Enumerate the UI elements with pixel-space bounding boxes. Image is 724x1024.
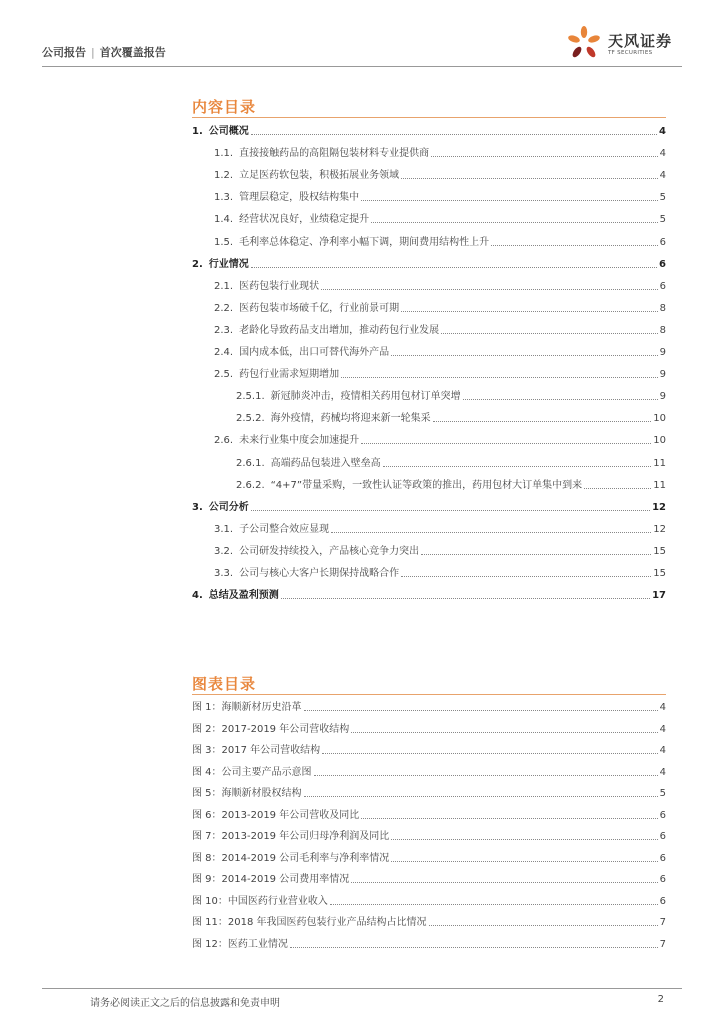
toc-entry-page: 10: [653, 435, 666, 447]
toc-entry[interactable]: [214, 345, 666, 359]
dot-leader: [401, 576, 651, 577]
page-number: 2: [657, 994, 664, 1005]
toc-entry[interactable]: [214, 301, 666, 315]
figure-entry[interactable]: [192, 937, 666, 951]
toc-entry-number: 1.: [192, 126, 203, 137]
toc-entry-title: 公司分析: [208, 501, 249, 513]
toc-entry-title: 立足医药软包装，积极拓展业务领域: [239, 170, 400, 182]
dot-leader: [330, 904, 658, 905]
toc-entry-page: 15: [653, 545, 666, 557]
dot-leader: [361, 818, 657, 819]
toc-entry-title: 总结及盈利预测: [208, 590, 279, 602]
dot-leader: [351, 732, 657, 733]
figure-entry[interactable]: [192, 722, 666, 736]
dot-leader: [304, 710, 658, 711]
dot-leader: [290, 947, 658, 948]
toc-entry-title: 公司与核心大客户长期保持战略合作: [239, 568, 400, 579]
toc-entry-title: 未来行业集中度会加速提升: [239, 435, 360, 447]
dot-leader: [401, 311, 658, 312]
figure-index-title: 图表目录: [192, 675, 257, 693]
figure-entry[interactable]: [192, 743, 666, 757]
dot-leader: [351, 882, 657, 883]
toc-entry-number: 4.: [192, 590, 203, 602]
figure-entry-page: 6: [659, 895, 666, 907]
toc-entry-title: 老龄化导致药品支出增加，推动药包行业发展: [239, 324, 440, 336]
dot-leader: [251, 267, 657, 268]
toc-entry[interactable]: [236, 389, 666, 403]
toc-entry-page: 17: [652, 590, 666, 602]
toc-entry-title: 管理层稳定，股权结构集中: [239, 192, 360, 204]
toc-entry-number: 1.4.: [214, 214, 234, 226]
dot-leader: [391, 355, 658, 356]
toc-entry-page: 12: [652, 501, 666, 513]
toc-entry-number: 3.2.: [214, 545, 234, 557]
figure-entry[interactable]: [192, 700, 666, 714]
dot-leader: [331, 532, 651, 533]
toc-entry-title: “4+7”带量采购，一致性认证等政策的推出，药用包材大订单集中到来: [270, 479, 583, 491]
toc-entry-title: 高端药品包装进入壁垒高: [270, 457, 381, 469]
toc-entry-page: 6: [659, 236, 666, 248]
dot-leader: [341, 377, 658, 378]
toc-entry[interactable]: [214, 323, 666, 337]
dot-leader: [431, 156, 658, 157]
figure-entry-title: 图 6：2013-2019 年公司营收及同比: [192, 809, 360, 821]
toc-entry-number: 1.2.: [214, 170, 234, 182]
toc-entry-title: 行业情况: [208, 258, 249, 270]
toc-entry-number: 2.6.2.: [236, 479, 265, 491]
toc-entry-number: 2.1.: [214, 280, 234, 292]
dot-leader: [322, 753, 657, 754]
toc-entry-page: 5: [659, 192, 666, 204]
dot-leader: [383, 466, 652, 467]
toc-entry[interactable]: [214, 433, 666, 447]
toc-entry[interactable]: [236, 456, 666, 470]
dot-leader: [584, 488, 651, 489]
toc-entry-number: 1.3.: [214, 192, 234, 204]
figure-entry-page: 6: [659, 831, 666, 842]
figure-entry-title: 图 4：公司主要产品示意图: [192, 766, 312, 778]
toc-entry-number: 3.: [192, 501, 203, 513]
figure-entry-page: 4: [659, 723, 666, 735]
figure-entry-title: 图 11：2018 年我国医药包装行业产品结构占比情况: [192, 917, 427, 928]
header-divider: [42, 66, 682, 67]
toc-entry-page: 4: [659, 126, 666, 137]
toc-entry-page: 9: [659, 391, 666, 403]
toc-entry-number: 2.6.: [214, 435, 234, 447]
report-category: 公司报告: [42, 46, 86, 59]
toc-entry[interactable]: [236, 411, 666, 425]
toc-entry[interactable]: [192, 588, 666, 602]
toc-entry[interactable]: [192, 500, 666, 514]
figure-entry-page: 4: [659, 702, 666, 713]
toc-entry-number: 2.4.: [214, 347, 234, 358]
figure-entry[interactable]: [192, 808, 666, 822]
dot-leader: [304, 796, 658, 797]
toc-entry[interactable]: [214, 190, 666, 204]
dot-leader: [281, 598, 650, 599]
toc-entry-title: 公司概况: [208, 126, 249, 137]
figure-entry-title: 图 9：2014-2019 公司费用率情况: [192, 874, 350, 885]
toc-entry-number: 2.: [192, 258, 203, 270]
brand-name: 天风证券: [608, 32, 673, 50]
toc-entry-page: 10: [653, 413, 666, 425]
dot-leader: [251, 510, 650, 511]
toc-entry[interactable]: [214, 367, 666, 381]
figure-entry-page: 6: [659, 852, 666, 864]
footer-divider: [42, 988, 682, 989]
figure-entry[interactable]: [192, 765, 666, 779]
toc-entry-page: 15: [653, 568, 666, 579]
toc-entry-number: 2.3.: [214, 324, 234, 336]
figure-entry-page: 4: [659, 766, 666, 778]
toc-entry-number: 1.5.: [214, 236, 234, 248]
dot-leader: [401, 178, 658, 179]
toc-entry[interactable]: [214, 235, 666, 249]
dot-leader: [491, 245, 658, 246]
figure-entry-title: 图 3：2017 年公司营收结构: [192, 745, 321, 756]
report-subcategory: 首次覆盖报告: [99, 46, 166, 59]
toc-entry-page: 6: [659, 258, 666, 270]
toc-entry-title: 医药包装行业现状: [239, 280, 320, 292]
toc-entry[interactable]: [214, 544, 666, 558]
figure-entry-page: 4: [659, 745, 666, 756]
footer-disclaimer: 请务必阅读正文之后的信息披露和免责申明: [90, 998, 280, 1009]
figure-entry-title: 图 10：中国医药行业营业收入: [192, 895, 328, 907]
toc-entry-page: 11: [653, 457, 666, 469]
toc-entry-title: 国内成本低，出口可替代海外产品: [239, 347, 390, 358]
toc-entry-number: 1.1.: [214, 148, 234, 160]
header-separator: |: [91, 46, 95, 59]
figure-entry-page: 7: [659, 938, 666, 950]
toc-entry-number: 2.5.2.: [236, 413, 265, 425]
toc-entry-page: 4: [659, 170, 666, 182]
figure-entry[interactable]: [192, 894, 666, 908]
toc-entry[interactable]: [192, 124, 666, 138]
figure-entry[interactable]: [192, 829, 666, 843]
dot-leader: [463, 399, 658, 400]
toc-entry[interactable]: [214, 279, 666, 293]
figure-entry[interactable]: [192, 786, 666, 800]
dot-leader: [421, 554, 651, 555]
toc-entry-title: 子公司整合效应显现: [239, 523, 330, 535]
toc-entry-page: 5: [659, 214, 666, 226]
toc-entry-title: 公司研发持续投入，产品核心竞争力突出: [239, 545, 420, 557]
toc-entry[interactable]: [214, 168, 666, 182]
toc-entry-title: 新冠肺炎冲击，疫情相关药用包材订单突增: [270, 391, 461, 403]
toc-title: 内容目录: [192, 98, 257, 116]
toc-entry-page: 9: [659, 347, 666, 358]
figure-entry-page: 7: [659, 917, 666, 928]
toc-entry-page: 9: [659, 369, 666, 381]
figure-entry-title: 图 5：海顺新材股权结构: [192, 788, 302, 799]
dot-leader: [314, 775, 658, 776]
figure-entry[interactable]: [192, 872, 666, 886]
dot-leader: [391, 861, 657, 862]
figure-entry-title: 图 1：海顺新材历史沿革: [192, 702, 302, 713]
dot-leader: [361, 443, 651, 444]
dot-leader: [321, 289, 658, 290]
dot-leader: [361, 200, 658, 201]
toc-entry-title: 海外疫情，药械均将迎来新一轮集采: [270, 413, 431, 425]
toc-entry-number: 3.3.: [214, 568, 234, 579]
toc-entry[interactable]: [192, 257, 666, 271]
toc-entry-number: 2.2.: [214, 302, 234, 314]
toc-entry-number: 2.6.1.: [236, 457, 265, 469]
dot-leader: [433, 421, 652, 422]
report-type: [42, 44, 166, 60]
toc-entry-page: 8: [659, 302, 666, 314]
dot-leader: [371, 222, 658, 223]
toc-entry-number: 2.5.1.: [236, 391, 265, 403]
figure-entry-title: 图 2：2017-2019 年公司营收结构: [192, 723, 350, 735]
toc-entry-title: 毛利率总体稳定、净利率小幅下调，期间费用结构性上升: [239, 236, 490, 248]
toc-entry-title: 经营状况良好，业绩稳定提升: [239, 214, 370, 226]
dot-leader: [391, 839, 657, 840]
toc-entry[interactable]: [214, 522, 666, 536]
dot-leader: [251, 134, 657, 135]
toc-entry-number: 2.5.: [214, 369, 234, 381]
dot-leader: [441, 333, 658, 334]
toc-entry[interactable]: [236, 478, 666, 492]
toc-entry-page: 8: [659, 324, 666, 336]
figure-entry-title: 图 12：医药工业情况: [192, 938, 288, 950]
toc-entry-page: 11: [653, 479, 666, 491]
toc-entry-page: 12: [653, 523, 666, 535]
figure-entry-title: 图 7：2013-2019 年公司归母净利润及同比: [192, 831, 390, 842]
toc-entry-page: 4: [659, 148, 666, 160]
figure-index-title-divider: [192, 694, 666, 695]
toc-entry-page: 6: [659, 280, 666, 292]
toc-entry-title: 直接接触药品的高阻隔包装材料专业提供商: [239, 148, 430, 160]
figure-entry-page: 6: [659, 874, 666, 885]
toc-entry-title: 医药包装市场破千亿，行业前景可期: [239, 302, 400, 314]
toc-entry-title: 药包行业需求短期增加: [239, 369, 340, 381]
toc-entry[interactable]: [214, 146, 666, 160]
toc-entry-number: 3.1.: [214, 523, 234, 535]
brand-name-english: TF SECURITIES: [608, 50, 653, 56]
dot-leader: [429, 925, 658, 926]
figure-entry-title: 图 8：2014-2019 公司毛利率与净利率情况: [192, 852, 390, 864]
toc-entry[interactable]: [214, 212, 666, 226]
toc-entry[interactable]: [214, 566, 666, 580]
figure-entry-page: 6: [659, 809, 666, 821]
figure-entry-page: 5: [659, 788, 666, 799]
toc-title-divider: [192, 117, 666, 118]
figure-entry[interactable]: [192, 915, 666, 929]
figure-entry[interactable]: [192, 851, 666, 865]
